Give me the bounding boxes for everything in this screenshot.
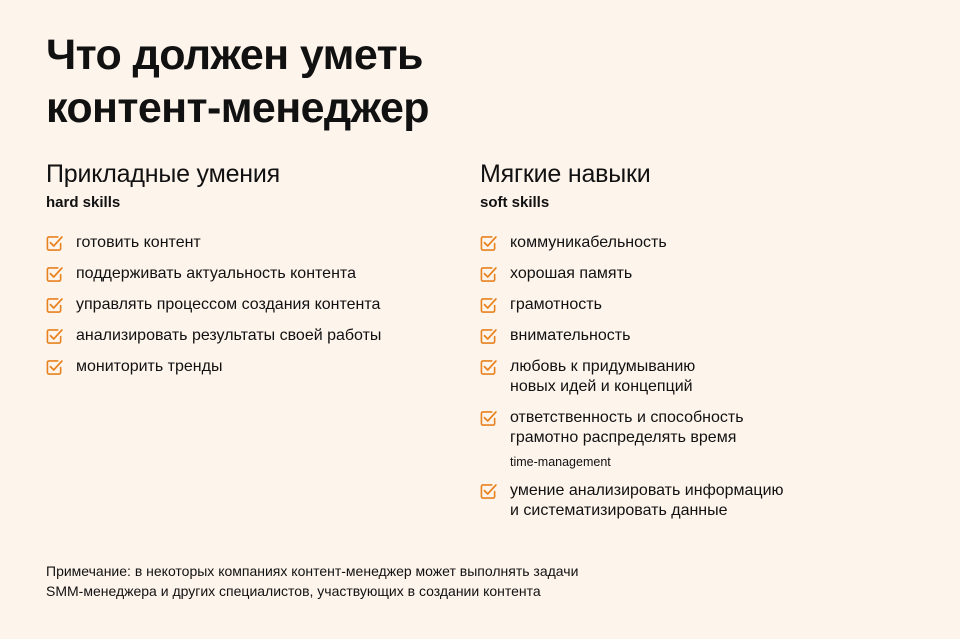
hard-skill-item	[46, 357, 466, 377]
soft-skill-text	[510, 357, 695, 397]
soft-skill-item	[480, 264, 940, 284]
hard-skills-list	[46, 233, 466, 377]
hard-skill-text	[76, 357, 222, 377]
hard-skill-line: мониторить тренды	[76, 358, 223, 375]
hard-skill-text	[76, 295, 380, 315]
soft-skill-item	[480, 233, 940, 253]
checkbox-check-icon	[480, 235, 497, 252]
soft-skill-line: ответственность и способность	[510, 409, 744, 426]
soft-skill-text	[510, 295, 602, 315]
hard-skill-line: анализировать результаты своей работы	[76, 327, 382, 344]
soft-skill-item	[480, 408, 940, 470]
page-title	[46, 29, 746, 135]
hard-skill-text	[76, 233, 201, 253]
soft-skill-text	[510, 408, 744, 470]
hard-skill-line: управлять процессом создания контента	[76, 296, 381, 313]
checkbox-check-icon	[46, 297, 63, 314]
soft-skill-line: умение анализировать информацию	[510, 482, 784, 499]
page-title-line-1: Что должен уметь	[46, 31, 423, 79]
soft-skill-line: и систематизировать данные	[510, 502, 728, 519]
checkbox-check-icon	[46, 235, 63, 252]
footnote	[46, 561, 926, 601]
hard-skill-item	[46, 264, 466, 284]
soft-skill-item	[480, 481, 940, 521]
soft-skill-text	[510, 233, 667, 253]
soft-skill-text	[510, 326, 630, 346]
checkbox-check-icon	[46, 328, 63, 345]
hard-skill-text	[76, 264, 356, 284]
soft-skill-line: грамотность	[510, 296, 602, 313]
hard-skill-item	[46, 233, 466, 253]
checkbox-check-icon	[46, 266, 63, 283]
soft-skills-column	[480, 158, 940, 532]
hard-skill-text	[76, 326, 381, 346]
checkbox-check-icon	[480, 266, 497, 283]
soft-skill-line: коммуникабельность	[510, 234, 667, 251]
footnote-line-2: SMM-менеджера и других специалистов, участвующих в создании контента	[46, 583, 541, 599]
checkbox-check-icon	[480, 410, 497, 427]
soft-skill-line: новых идей и концепций	[510, 378, 693, 395]
soft-skill-line: хорошая память	[510, 265, 633, 282]
hard-skill-item	[46, 326, 466, 346]
soft-skill-text	[510, 481, 784, 521]
hard-skill-line: готовить контент	[76, 234, 201, 251]
hard-skills-column	[46, 158, 466, 388]
checkbox-check-icon	[480, 297, 497, 314]
soft-skills-heading: Мягкие навыки	[480, 160, 651, 188]
soft-skill-item	[480, 295, 940, 315]
soft-skill-line: грамотно распределять время	[510, 429, 737, 446]
soft-skills-subheading: soft skills	[480, 194, 550, 211]
checkbox-check-icon	[480, 359, 497, 376]
page-title-line-2: контент-менеджер	[46, 84, 429, 132]
soft-skill-line: любовь к придумыванию	[510, 358, 696, 375]
hard-skill-line: поддерживать актуальность контента	[76, 265, 356, 282]
hard-skills-heading: Прикладные умения	[46, 160, 280, 188]
soft-skill-item	[480, 357, 940, 397]
soft-skill-line: внимательность	[510, 327, 631, 344]
checkbox-check-icon	[480, 483, 497, 500]
hard-skill-item	[46, 295, 466, 315]
checkbox-check-icon	[480, 328, 497, 345]
footnote-line-1: Примечание: в некоторых компаниях контент-менеджер может выполнять задачи	[46, 563, 579, 579]
soft-skill-note: time-management	[510, 455, 611, 469]
soft-skill-item	[480, 326, 940, 346]
hard-skills-subheading: hard skills	[46, 194, 121, 211]
checkbox-check-icon	[46, 359, 63, 376]
soft-skills-list	[480, 233, 940, 521]
soft-skill-text	[510, 264, 632, 284]
